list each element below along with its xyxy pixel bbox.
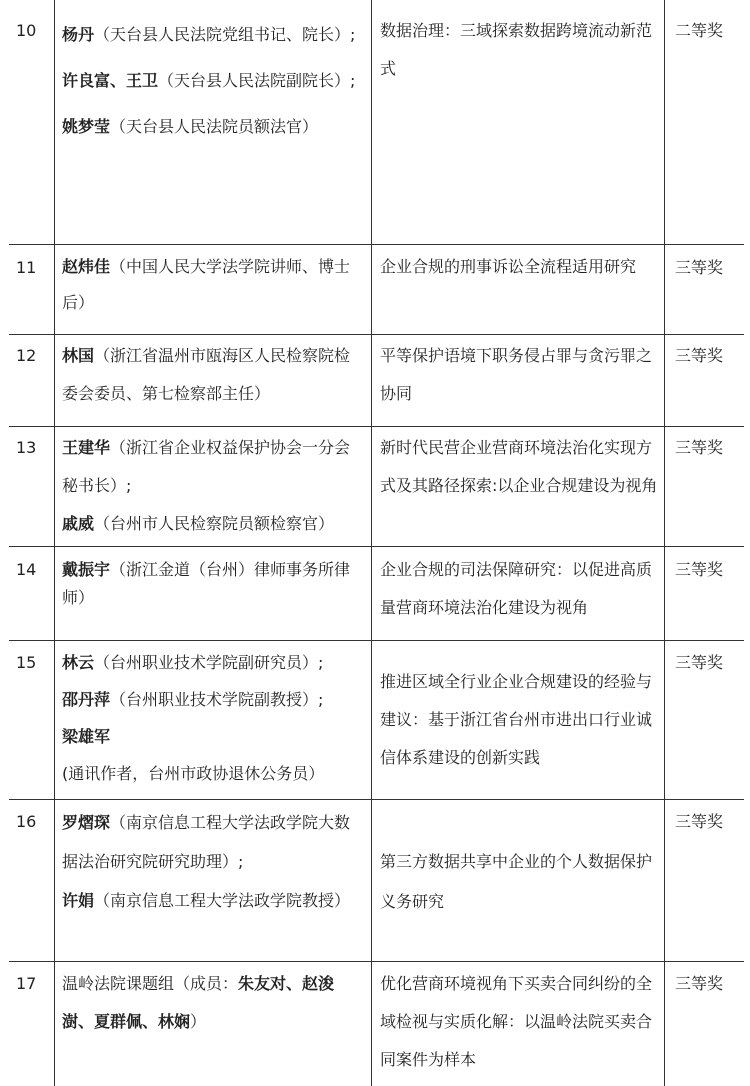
award-level: 三等奖 <box>675 438 724 457</box>
paper-title: 企业合规的司法保障研究：以促进高质量营商环境法治化建设为视角 <box>372 547 665 640</box>
author-name: 林云 <box>62 653 95 672</box>
award-level: 三等奖 <box>675 258 724 277</box>
author-name: 戚威 <box>62 514 95 533</box>
paper-title: 推进区域全行业企业合规建设的经验与建议：基于浙江省台州市进出口行业诚信体系建设的创新实践 <box>372 641 665 799</box>
author-entry <box>62 505 365 543</box>
author-affiliation: (通讯作者，台州市政协退休公务员） <box>62 764 325 783</box>
row-number: 13 <box>9 427 55 546</box>
author-affiliation: （台州职业技术学院副研究员）; <box>94 653 324 672</box>
paper-title: 优化营商环境视角下买卖合同纠纷的全域检视与实质化解：以温岭法院买卖合同案件为样本 <box>372 962 665 1086</box>
author-entry <box>62 429 365 505</box>
author-entry <box>62 718 365 792</box>
author-name: 邵丹萍 <box>62 690 111 709</box>
table-row <box>9 426 744 546</box>
author-entry <box>62 681 365 718</box>
author-name: 赵炜佳 <box>62 257 111 276</box>
author-group-suffix: ） <box>190 1012 207 1031</box>
table-row <box>9 546 744 640</box>
award-level: 三等奖 <box>675 812 724 831</box>
row-number: 15 <box>9 641 55 799</box>
row-number: 10 <box>9 0 55 244</box>
paper-title: 平等保护语境下职务侵占罪与贪污罪之协同 <box>372 335 665 426</box>
author-name: 梁雄军 <box>62 727 111 746</box>
author-affiliation: （天台县人民法院副院长）; <box>158 71 356 90</box>
author-name: 姚梦莹 <box>62 117 111 136</box>
row-number: 17 <box>9 962 55 1086</box>
author-affiliation: （台州市人民检察院员额检察官） <box>94 514 335 533</box>
author-name: 杨丹 <box>62 25 95 44</box>
award-level: 三等奖 <box>675 560 724 579</box>
author-cell <box>55 800 372 961</box>
author-affiliation: （中国人民大学法学院讲师、博士后） <box>62 257 351 312</box>
author-cell <box>55 547 372 640</box>
author-name: 林国 <box>62 346 95 365</box>
author-name: 王建华 <box>62 438 111 457</box>
paper-title: 第三方数据共享中企业的个人数据保护义务研究 <box>372 800 665 961</box>
author-affiliation: （浙江金道（台州）律师事务所律师） <box>62 560 351 607</box>
author-entry <box>62 881 365 920</box>
author-group-members: 朱友对、赵浚澍、夏群佩、林娴 <box>62 974 335 1031</box>
row-number: 11 <box>9 245 55 334</box>
award-level: 三等奖 <box>675 653 724 672</box>
award-level: 二等奖 <box>675 21 724 40</box>
author-cell <box>55 641 372 799</box>
paper-title: 数据治理：三域探索数据跨境流动新范式 <box>372 0 665 244</box>
row-number: 14 <box>9 547 55 640</box>
author-entry <box>62 249 365 321</box>
author-entry <box>62 58 365 104</box>
author-affiliation: （南京信息工程大学法政学院教授） <box>94 891 351 910</box>
table-row <box>9 334 744 426</box>
author-cell <box>55 962 372 1086</box>
author-cell <box>55 0 372 244</box>
author-entry <box>62 644 365 681</box>
author-entry <box>62 12 365 58</box>
table-row <box>9 961 744 1086</box>
author-entry <box>62 803 365 881</box>
table-row <box>9 244 744 334</box>
author-cell <box>55 335 372 426</box>
table-row <box>9 0 744 244</box>
author-name: 戴振宇 <box>62 560 111 579</box>
paper-title: 企业合规的刑事诉讼全流程适用研究 <box>372 245 665 334</box>
table-row <box>9 799 744 961</box>
author-affiliation: （浙江省温州市瓯海区人民检察院检委会委员、第七检察部主任） <box>62 346 351 403</box>
author-name: 罗熠琛 <box>62 813 111 832</box>
author-entry <box>62 551 365 612</box>
author-name: 许娟 <box>62 891 95 910</box>
author-affiliation: （天台县人民法院党组书记、院长）; <box>94 25 356 44</box>
author-group-prefix: 温岭法院课题组（成员： <box>62 974 239 993</box>
award-level: 三等奖 <box>675 346 724 365</box>
author-affiliation: （南京信息工程大学法政学院大数据法治研究院研究助理）; <box>62 813 351 871</box>
author-affiliation: （天台县人民法院员额法官） <box>110 117 319 136</box>
author-entry <box>62 104 365 150</box>
author-entry <box>62 965 365 1041</box>
row-number: 16 <box>9 800 55 961</box>
author-name: 许良富、王卫 <box>62 71 159 90</box>
author-affiliation: （台州职业技术学院副教授）; <box>110 690 324 709</box>
table-row <box>9 640 744 799</box>
author-entry <box>62 337 365 413</box>
row-number: 12 <box>9 335 55 426</box>
author-cell <box>55 427 372 546</box>
award-level: 三等奖 <box>675 974 724 993</box>
paper-title: 新时代民营企业营商环境法治化实现方式及其路径探索:以企业合规建设为视角 <box>372 427 665 546</box>
author-cell <box>55 245 372 334</box>
author-affiliation: （浙江省企业权益保护协会一分会秘书长）; <box>62 438 351 495</box>
